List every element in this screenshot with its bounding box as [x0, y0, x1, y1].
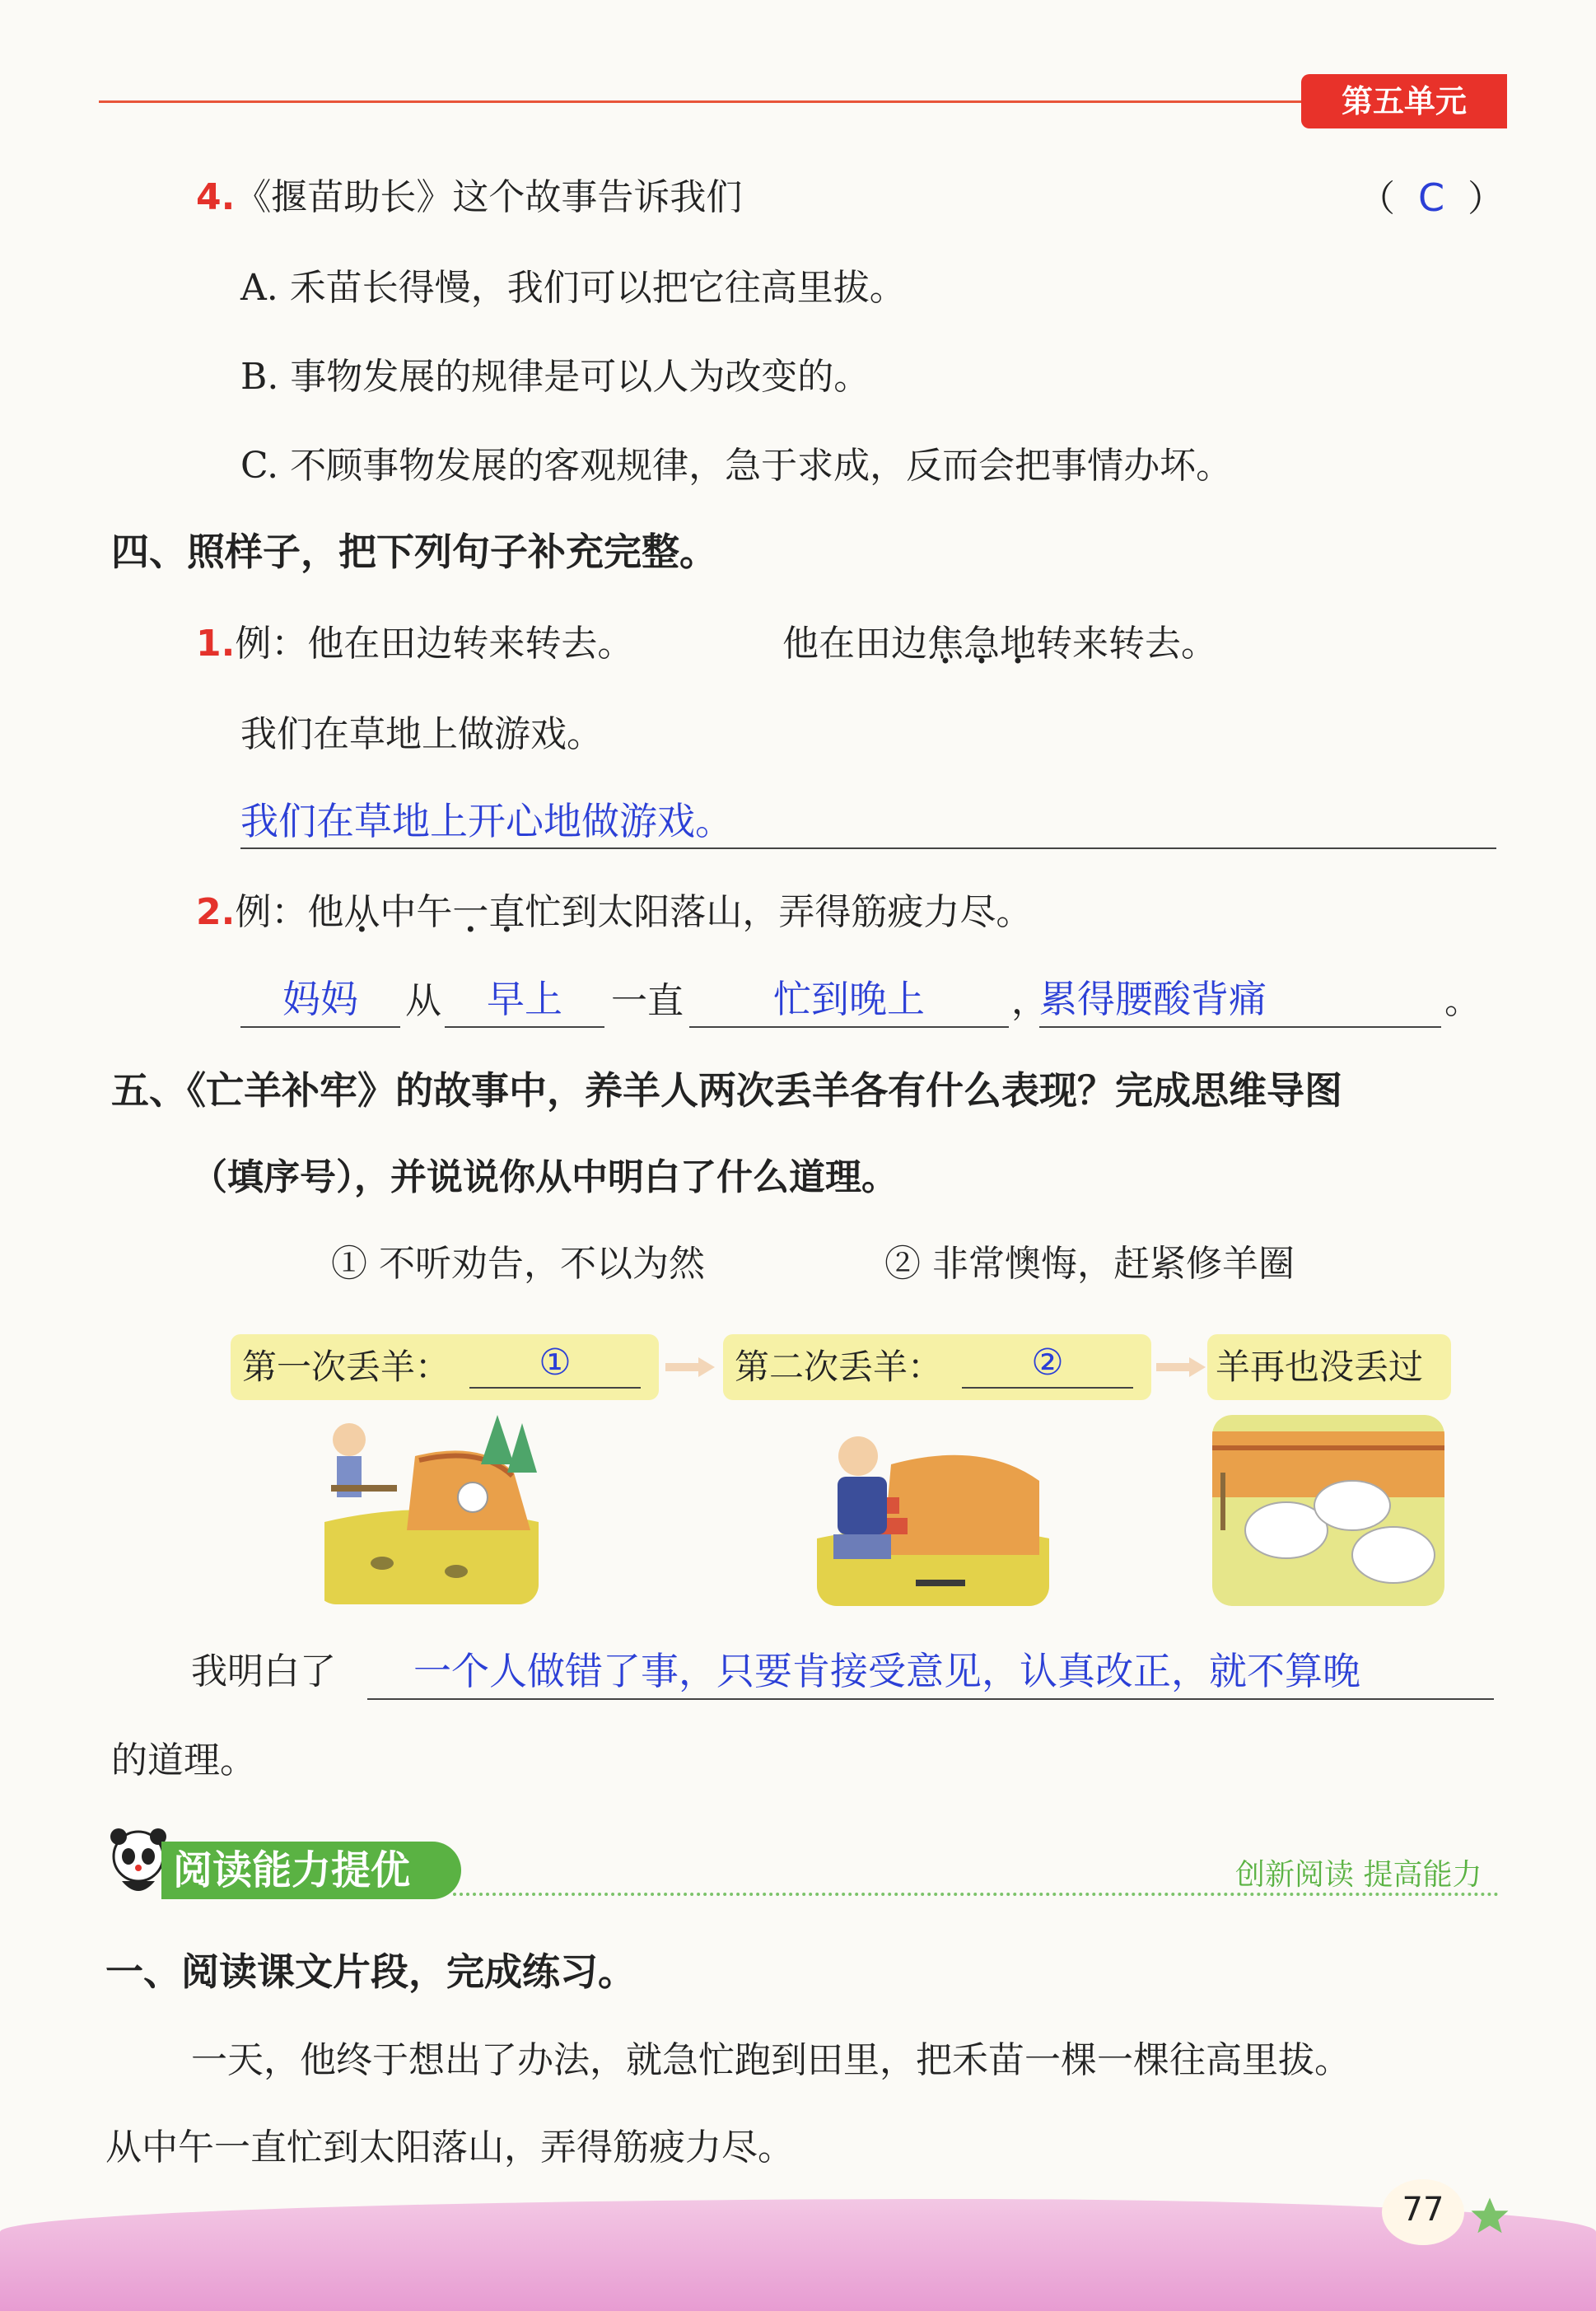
page-number-badge [1382, 2179, 1464, 2245]
paren-open: （ [1359, 178, 1395, 220]
unit-tag-label: 第五单元 [1341, 83, 1467, 119]
illustration-sheep-safe-image [1212, 1415, 1444, 1606]
reading-banner-label: 阅读能力提优 [173, 1847, 411, 1893]
q4-number: 4. [196, 176, 236, 218]
page-number: 77 [1402, 2191, 1444, 2229]
reading-passage-line2: 从中午一直忙到太阳落山，弄得筋疲力尽。 [105, 2127, 794, 2169]
emph-char: 直 [488, 891, 525, 933]
blank-2 [445, 972, 604, 1028]
flow-arrow-icon [665, 1357, 715, 1377]
blank-4-answer: 累得腰酸背痛 [1039, 977, 1267, 1021]
word-2: 一直 [611, 980, 684, 1022]
flow-box-1-blank [469, 1339, 641, 1389]
q4-stem-text: 《揠苗助长》这个故事告诉我们 [235, 176, 743, 218]
illustration-repairing-pen-image [817, 1415, 1049, 1606]
section5-title-line1: 五、《亡羊补牢》的故事中，养羊人两次丢羊各有什么表现？完成思维导图 [111, 1068, 1342, 1113]
s5-choice-2: ② 非常懊悔，赶紧修羊圈 [884, 1243, 1295, 1285]
s4-item2-example [196, 888, 1032, 937]
s4-item2-number: 2. [196, 891, 236, 933]
ex-part: 中午 [380, 891, 453, 933]
q4-option-b: B. 事物发展的规律是可以人为改变的。 [240, 356, 870, 398]
flow-box-2-blank [962, 1339, 1133, 1389]
flow-box-2-label: 第二次丢羊： [735, 1347, 943, 1387]
word-3: ， [1011, 980, 1048, 1022]
q4-answer-paren [1359, 173, 1504, 224]
section5-title-line2-text: （填序号），并说说你从中明白了什么道理。 [191, 1156, 898, 1198]
reading-slogan: 创新阅读 提高能力 [1235, 1858, 1482, 1892]
illustration-broken-pen-image [316, 1407, 539, 1604]
emph-char: 急 [964, 623, 1000, 665]
emph-char: 从 [343, 891, 380, 933]
unit-tag [1301, 74, 1507, 128]
understand-prefix: 我明白了 [191, 1650, 336, 1692]
flow-box-1-answer: ① [539, 1342, 572, 1384]
q4-stem [196, 173, 742, 222]
rewrite-part-b: 转来转去。 [1036, 623, 1217, 665]
blank-3-answer: 忙到晚上 [773, 977, 925, 1021]
emph-char: 地 [1000, 623, 1036, 665]
reading-passage-line1: 一天，他终于想出了办法，就急忙跑到田里，把禾苗一棵一棵往高里拔。 [191, 2039, 1351, 2081]
s4-item1-prompt: 我们在草地上做游戏。 [240, 713, 603, 755]
paren-close: ） [1468, 178, 1505, 220]
blank-1-answer: 妈妈 [282, 977, 358, 1021]
header-rule [99, 100, 1301, 103]
emph-char: 焦 [927, 623, 964, 665]
q4-option-a: A. 禾苗长得慢，我们可以把它往高里拔。 [240, 267, 906, 309]
s4-item1-example-text: 例：他在田边转来转去。 [235, 623, 634, 665]
flow-box-2 [723, 1334, 1151, 1400]
section5-title-line2 [191, 1153, 898, 1202]
q4-option-c: C. 不顾事物发展的客观规律，急于求成，反而会把事情办坏。 [240, 445, 1233, 487]
s4-item2-fill [240, 972, 1525, 1029]
flow-box-3 [1207, 1334, 1451, 1400]
flow-box-1 [231, 1334, 659, 1400]
reading-q1-title: 一、阅读课文片段，完成练习。 [105, 1949, 636, 1994]
s4-item1-answer-line [240, 795, 1496, 849]
word-4: 。 [1444, 980, 1481, 1022]
ex-part: 忙到太阳落山，弄得筋疲力尽。 [525, 891, 1033, 933]
ex-part: 例：他 [235, 891, 344, 933]
s4-item1-number: 1. [196, 623, 236, 665]
blank-2-answer: 早上 [487, 977, 562, 1021]
flow-box-2-answer: ② [1031, 1342, 1064, 1384]
flow-arrow-icon [1156, 1357, 1206, 1377]
blank-4 [1039, 972, 1441, 1028]
blank-3 [689, 972, 1009, 1028]
blank-1 [240, 972, 400, 1028]
flow-box-3-label: 羊再也没丢过 [1216, 1347, 1424, 1387]
s5-choice-1: ① 不听劝告，不以为然 [331, 1243, 705, 1285]
rewrite-part-a: 他在田边 [782, 623, 927, 665]
s4-item1-answer: 我们在草地上开心地做游戏。 [240, 799, 733, 843]
understand-answer-line [367, 1644, 1494, 1700]
reading-banner [161, 1842, 461, 1899]
emph-char: 一 [452, 891, 489, 933]
flow-box-1-label: 第一次丢羊： [242, 1347, 450, 1387]
understand-answer: 一个人做错了事，只要肯接受意见，认真改正，就不算晚 [413, 1649, 1360, 1693]
understand-suffix: 的道理。 [111, 1739, 256, 1781]
section4-title: 四、照样子，把下列句子补充完整。 [111, 530, 717, 574]
s4-item1-example [196, 619, 633, 669]
q4-answer: C [1418, 175, 1445, 220]
footer-wave [0, 2199, 1596, 2311]
star-icon [1468, 2194, 1512, 2239]
word-1: 从 [405, 980, 441, 1022]
s4-item1-example-rewrite [782, 619, 1217, 669]
